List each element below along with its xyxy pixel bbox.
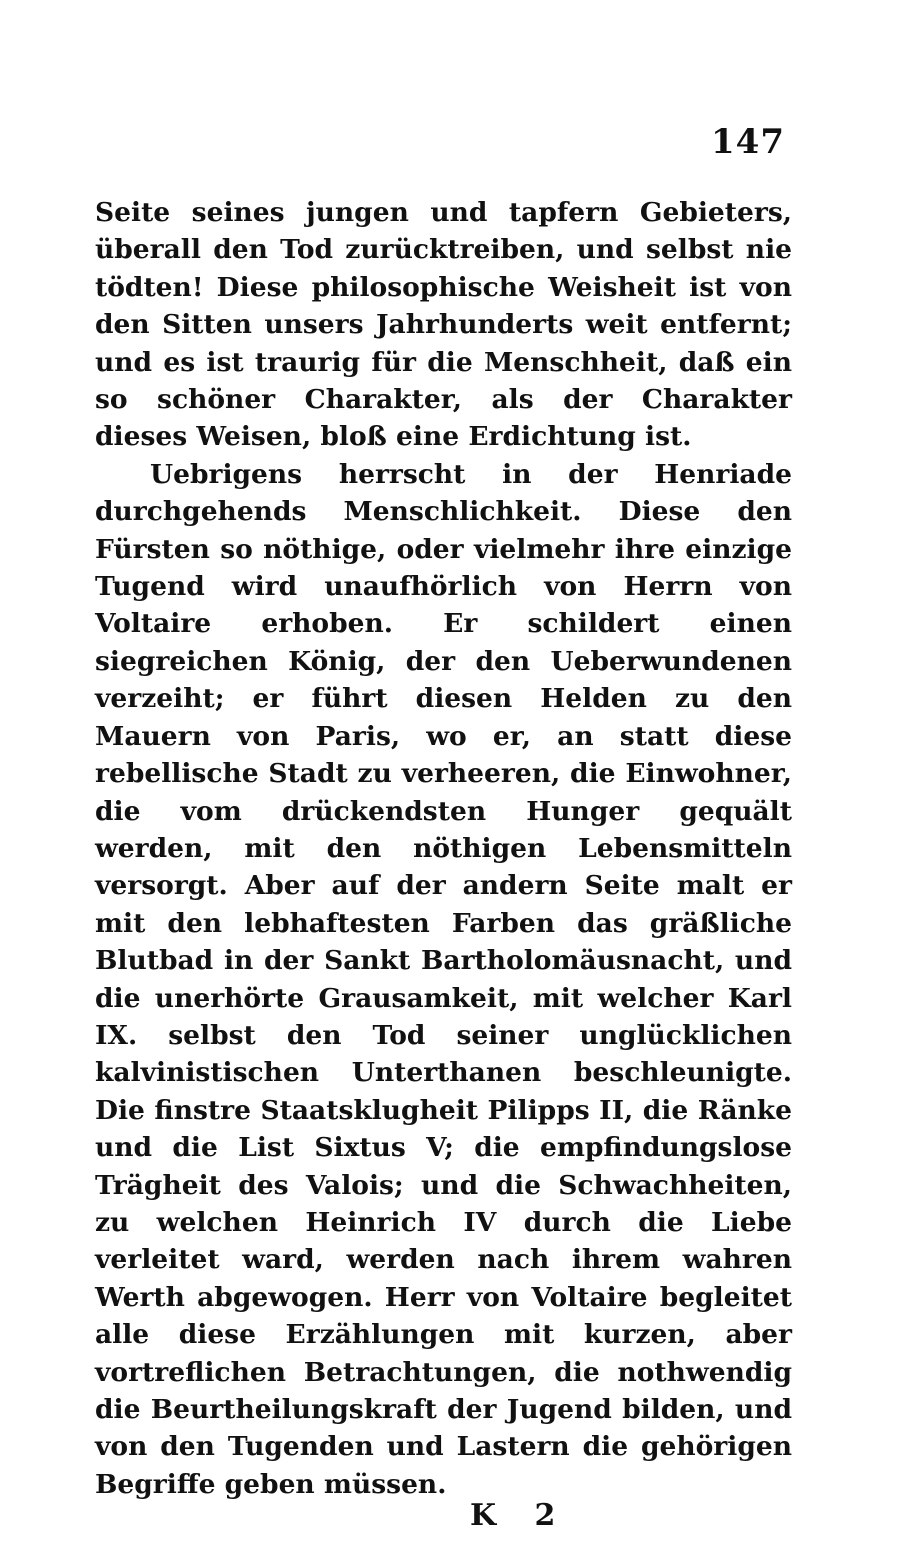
- paragraph-henriade: Uebrigens herrscht in der Henriade durchgehends Menschlichkeit. Diese den Fürsten so nöthige, oder vielmehr ihre einzige Tugend wird unaufhörlich von Herrn von Voltaire erhoben. Er schildert einen siegreichen König, der den Ueberwundenen verzeiht; er führt diesen Helden zu den Mauern von Paris, wo er, an statt diese rebellische Stadt zu verheeren, die Einwohner, die vom drückendsten Hunger gequält werden, mit den nöthigen Lebensmitteln versorgt. Aber auf der andern Seite malt er mit den lebhaftesten Farben das gräßliche Blutbad in der Sankt Bartholomäusnacht, und die unerhörte Grausamkeit, mit welcher Karl IX. selbst den Tod seiner unglücklichen kalvinistischen Unterthanen beschleunigte. Die finstre Staatsklugheit Pilipps II, die Ränke und die List Sixtus V; die empfindungslose Trägheit des Valois; und die Schwachheiten, zu welchen Heinrich IV durch die Liebe verleitet ward, werden nach ihrem wahren Werth abgewogen. Herr von Voltaire begleitet alle diese Erzählungen mit kurzen, aber vortreflichen Betrachtungen, die nothwendig die Beurtheilungskraft der Jugend bilden, und von den Tugenden und Lastern die gehörigen Begriffe geben müssen.: [95, 458, 792, 1500]
- page-number: 147: [711, 122, 785, 162]
- paragraph-continuation: Seite seines jungen und tapfern Gebieters, überall den Tod zurücktreiben, und selbst nie tödten! Diese philosophische Weisheit ist von den Sitten unsers Jahrhunderts weit entfernt; und es ist traurig für die Menschheit, daß ein so schöner Charakter, als der Charakter dieses Weisen, bloß eine Erdichtung ist.: [95, 197, 792, 453]
- body-text: [95, 194, 792, 1503]
- signature-mark: K 2: [470, 1498, 570, 1533]
